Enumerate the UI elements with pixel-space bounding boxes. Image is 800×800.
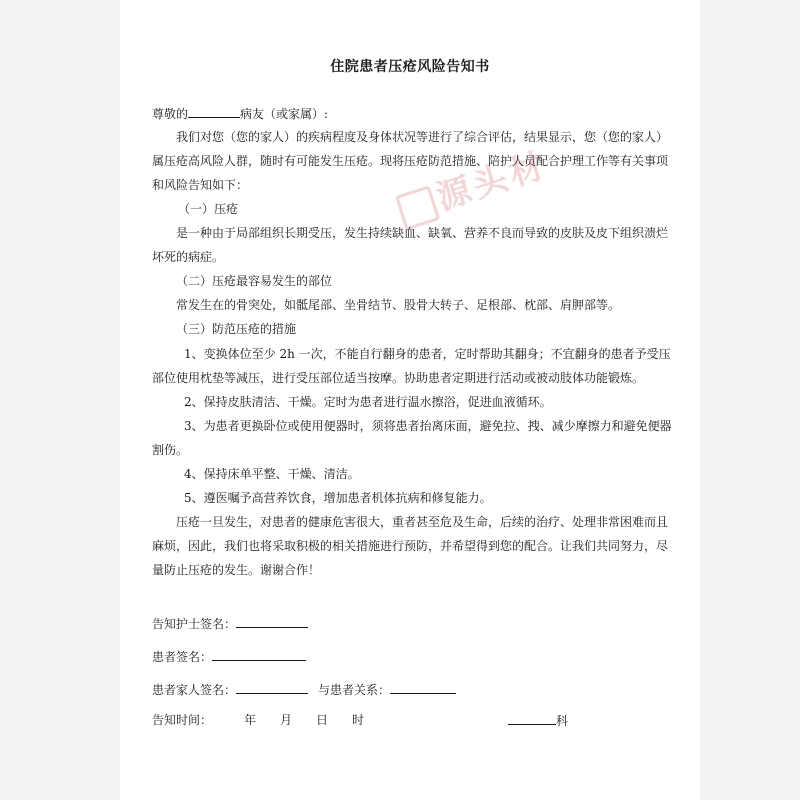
date-year-unit: 年 [244,713,257,727]
date-label: 告知时间： [152,713,213,727]
department-field[interactable] [508,712,556,725]
greeting-prefix: 尊敬的 [152,107,189,121]
document-page [120,0,700,800]
department-row [508,712,568,729]
intro-line-2: 属压疮高风险人群，随时有可能发生压疮。现将压疮防范措施、陪护人员配合护理工作等有关事项 [152,154,669,168]
date-month-unit: 月 [280,713,293,727]
intro-line-3: 和风险告知如下： [152,178,249,192]
relation-label: 与患者关系： [318,683,391,697]
nurse-signature-row [152,615,308,632]
section1-body-line-1: 是一种由于局部组织长期受压，发生持续缺血、缺氧、营养不良而导致的皮肤及皮下组织溃烂 [176,226,669,240]
section1-heading: （一）压疮 [178,202,239,216]
watermark-text: 源头材 [431,145,553,219]
relation-field[interactable] [390,681,456,694]
date-day-unit: 日 [316,713,329,727]
measure3-line-1: 3、为患者更换卧位或使用便器时，须将患者抬离床面，避免拉、拽、减少摩擦力和避免便器 [184,419,672,433]
family-signature-field[interactable] [236,681,308,694]
date-hour-unit: 时 [352,713,365,727]
family-signature-row [152,681,456,698]
measure1-line-2: 部位使用枕垫等减压，进行受压部位适当按摩。协助患者定期进行活动或被动肢体功能锻炼。 [152,371,645,385]
intro-line-1: 我们对您（您的家人）的疾病程度及身体状况等进行了综合评估，结果显示，您（您的家人） [176,130,669,144]
watermark [391,137,553,231]
patient-name-blank[interactable] [188,105,240,118]
nurse-signature-field[interactable] [236,615,308,628]
greeting-line [152,105,328,122]
patient-signature-label: 患者签名： [152,650,213,664]
patient-signature-row [152,648,306,665]
greeting-suffix: 病友（或家属）: [240,107,329,121]
department-suffix: 科 [556,714,569,728]
closing-line-1: 压疮一旦发生，对患者的健康危害很大，重者甚至危及生命，后续的治疗、处理非常困难而且 [176,515,669,529]
watermark-logo-icon [395,185,440,230]
measure5: 5、遵医嘱予高营养饮食，增加患者机体抗病和修复能力。 [184,491,492,505]
section1-body-line-2: 坏死的病症。 [152,250,225,264]
measure2: 2、保持皮肤清洁、干燥。定时为患者进行温水擦浴，促进血液循环。 [184,395,552,409]
nurse-signature-label: 告知护士签名： [152,617,237,631]
section3-heading: （三）防范压疮的措施 [176,322,297,336]
family-signature-label: 患者家人签名： [152,683,237,697]
patient-signature-field[interactable] [212,648,306,661]
section2-body: 常发生在的骨突处，如骶尾部、坐骨结节、股骨大转子、足根部、枕部、肩胛部等。 [176,298,621,312]
section2-heading: （二）压疮最容易发生的部位 [176,274,333,288]
closing-line-3: 量防止压疮的发生。谢谢合作！ [152,563,321,577]
measure4: 4、保持床单平整、干燥、清洁。 [184,467,360,481]
measure1-line-1: 1、变换体位至少 2h 一次，不能自行翻身的患者，定时帮助其翻身；不宜翻身的患者予受压 [184,347,671,361]
closing-line-2: 麻烦，因此，我们也将采取积极的相关措施进行预防，并希望得到您的配合。让我们共同努力，尽 [152,539,669,553]
measure3-line-2: 割伤。 [152,443,189,457]
document-title: 住院患者压疮风险告知书 [330,59,490,75]
date-row [152,712,212,728]
